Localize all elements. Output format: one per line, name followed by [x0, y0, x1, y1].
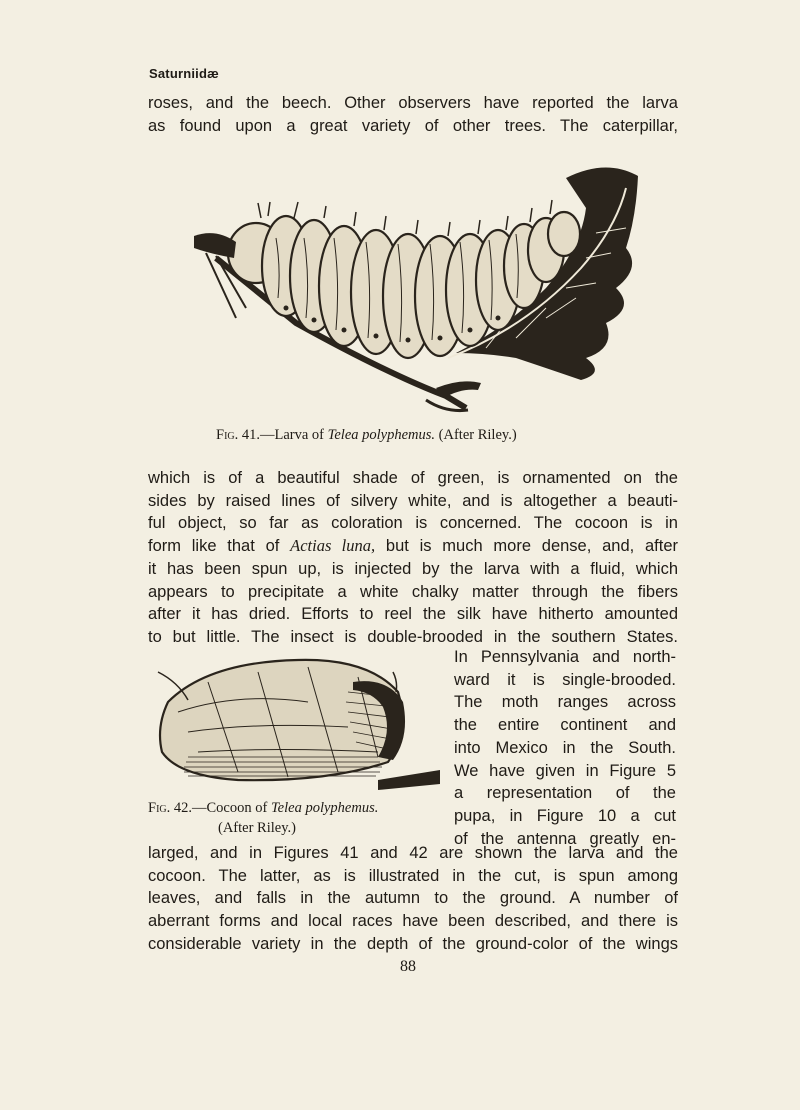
- page-number: 88: [400, 958, 416, 975]
- text-line: leaves, and falls in the autumn to the ground. A number of: [148, 889, 678, 908]
- text-line: In Pennsylvania and north-: [454, 648, 676, 666]
- caption-text: —Larva of: [260, 427, 328, 443]
- species-name: Telea polyphemus.: [327, 427, 436, 443]
- text-line: as found upon a great variety of other trees. The caterpillar,: [148, 116, 678, 135]
- text-line: the entire continent and: [454, 716, 676, 735]
- species-name: Actias luna,: [290, 536, 376, 556]
- text-line: into Mexico in the South.: [454, 738, 676, 757]
- text-line: We have given in Figure 5: [454, 761, 676, 780]
- text-line: to but little. The insect is double-brooded in the southern States.: [148, 627, 678, 646]
- figure-label: Fig. 42.: [148, 800, 192, 816]
- text-line: larged, and in Figures 41 and 42 are shown the larva and the: [148, 844, 678, 862]
- text-run: but is much more dense, and, after: [375, 537, 678, 556]
- cocoon-illustration: [148, 652, 444, 794]
- text-line: after it has dried. Efforts to reel the silk have hitherto amounted: [148, 605, 678, 624]
- text-line: ward it is single-brooded.: [454, 670, 676, 689]
- figure-label: Fig. 41.: [216, 427, 260, 443]
- paragraph-conclusion: [148, 842, 678, 956]
- side-column-text: [454, 646, 676, 850]
- figure-41-caption: [216, 427, 517, 444]
- figure-42-credit: (After Riley.): [218, 820, 296, 836]
- figure-42-caption: [148, 800, 378, 817]
- text-line: it has been spun up, is injected by the larva with a fluid, which: [148, 559, 678, 578]
- text-line: pupa, in Figure 10 a cut: [454, 806, 676, 825]
- text-line: which is of a beautiful shade of green, is ornamented on the: [148, 469, 678, 487]
- caption-credit: (After Riley.): [435, 427, 517, 443]
- text-line: appears to precipitate a white chalky matter through the fibers: [148, 582, 678, 601]
- text-line: cocoon. The latter, as is illustrated in the cut, is spun among: [148, 866, 678, 885]
- text-run: form like that of: [148, 537, 291, 556]
- text-line: of the antenna greatly en-: [454, 829, 676, 848]
- text-line: roses, and the beech. Other observers have reported the larva: [148, 94, 678, 112]
- text-line: a representation of the: [454, 784, 676, 803]
- paragraph-description: [148, 467, 678, 649]
- text-line: [148, 535, 678, 558]
- running-head: Saturniidæ: [149, 66, 219, 81]
- text-line: considerable variety in the depth of the ground-color of the wings: [148, 934, 678, 953]
- larva-illustration: [186, 158, 642, 422]
- caption-text: —Cocoon of: [192, 800, 271, 816]
- text-line: aberrant forms and local races have been described, and there is: [148, 912, 678, 931]
- paragraph-intro: [148, 92, 678, 137]
- text-line: ful object, so far as coloration is concerned. The cocoon is in: [148, 514, 678, 533]
- species-name: Telea polyphemus.: [270, 800, 379, 816]
- text-line: The moth ranges across: [454, 693, 676, 712]
- text-line: sides by raised lines of silvery white, and is altogether a beauti-: [148, 491, 678, 510]
